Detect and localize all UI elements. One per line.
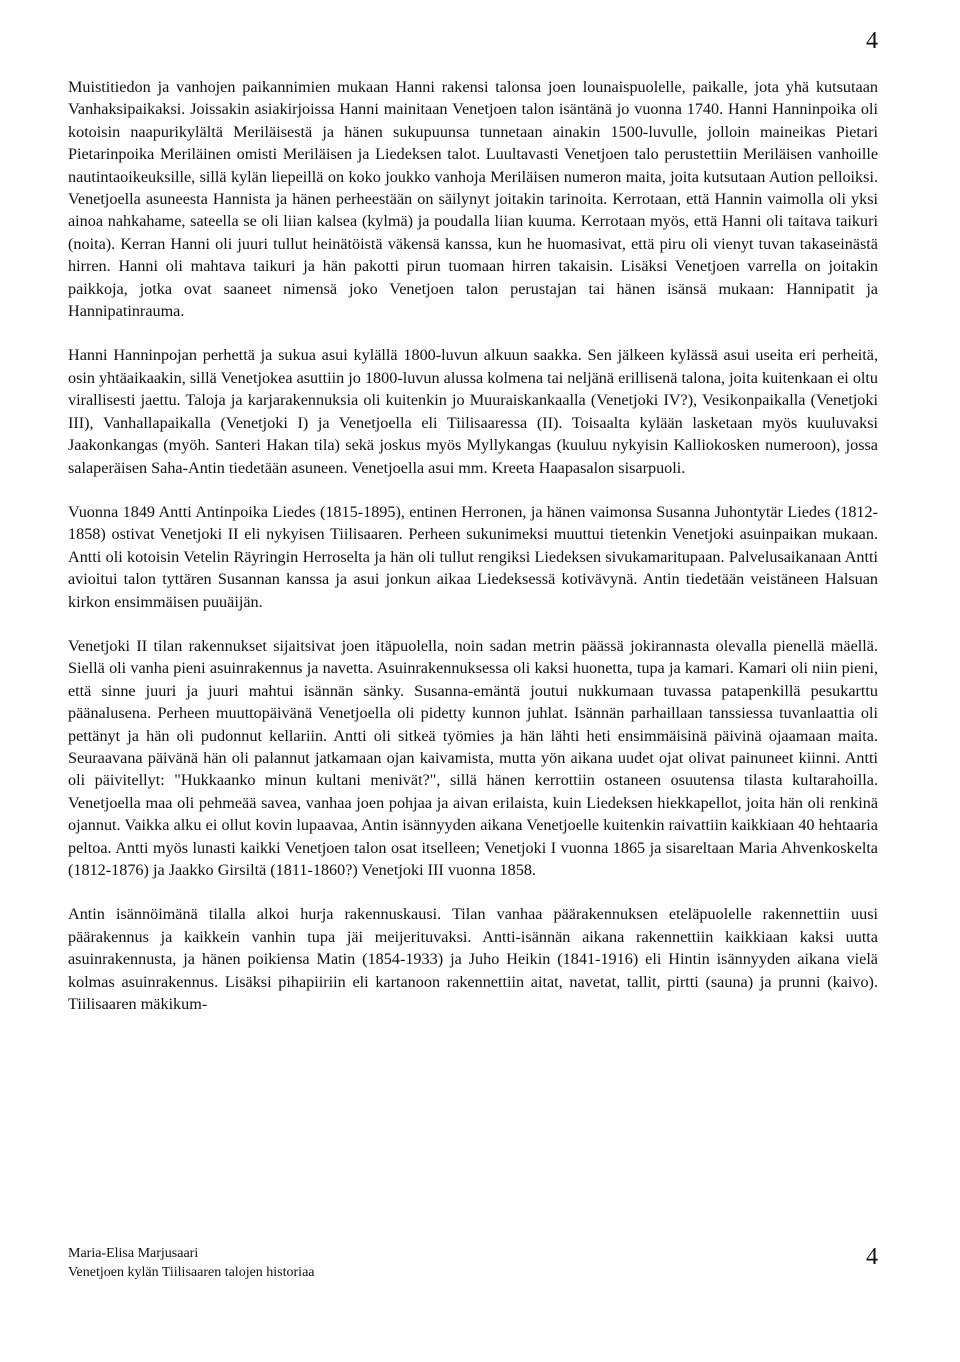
- footer: [68, 1244, 878, 1282]
- page-number-bottom: 4: [866, 1244, 878, 1270]
- footer-title: Venetjoen kylän Tiilisaaren talojen historiaa: [68, 1265, 315, 1280]
- page-number-top: 4: [866, 28, 878, 54]
- paragraph: Antin isännöimänä tilalla alkoi hurja rakennuskausi. Tilan vanhaa päärakennuksen eteläpuolelle rakennettiin uusi päärakennus ja kaikkein vanhin tupa jäi meijerituvaksi. Antti-isännän aikana rakennettiin kaikkiaan kaksi uutta asuinrakennusta, ja hänen poikiensa Matin (1854-1933) ja Juho Heikin (1841-1916) eli Hintin isännyyden aikana vielä kolmas asuinrakennus. Lisäksi pihapiiriin eli kartanoon rakennettiin aitat, navetat, tallit, pirtti (sauna) ja prunni (kaivo). Tiilisaaren mäkikum-: [68, 905, 878, 1014]
- paragraph: Muistitiedon ja vanhojen paikannimien mukaan Hanni rakensi talonsa joen lounaispuolelle, paikalle, jota yhä kutsutaan Vanhaksipaikaksi. Joissakin asiakirjoissa Hanni mainitaan Venetjoen talon isäntänä jo vuonna 1740. Hanni Hanninpoika oli kotoisin naapurikylältä Meriläisestä ja hänen sukupuunsa tunnetaan ainakin 1500-luvulle, jolloin maineikas Pietari Pietarinpoika Meriläinen omisti Meriläisen ja Liedeksen talot. Luultavasti Venetjoen talo perustettiin Meriläisen vanhoille nautintaoikeuksille, sillä kylän liepeillä on koko joukko vanhoja Meriläisen numeron maita, joita kutsutaan Aution pelloiksi. Venetjoella asuneesta Hannista ja hänen perheestään on säilynyt joitakin tarinoita. Kerrotaan, että Hannin vaimolla oli yksi ainoa nahkahame, sateella se oli liian kalsea (kylmä) ja poudalla liian kuuma. Kerrotaan myös, että Hanni oli taitava taikuri (noita). Kerran Hanni oli juuri tullut heinätöistä väkensä kanssa, kun he huomasivat, että piru oli vienyt tuvan takaseinästä hirren. Hanni oli mahtava taikuri ja hän pakotti pirun tuomaan hirren takaisin. Lisäksi Venetjoen varrella on joitakin paikkoja, jotka ovat saaneet nimensä joko Venetjoen talon perustajan tai hänen isänsä mukaan: Hannipatit ja Hannipatinrauma.: [68, 78, 878, 321]
- paragraph: Vuonna 1849 Antti Antinpoika Liedes (1815-1895), entinen Herronen, ja hänen vaimonsa Susanna Juhontytär Liedes (1812-1858) ostivat Venetjoki II eli nykyisen Tiilisaaren. Perheen sukunimeksi muuttui tietenkin Venetjoki asuinpaikan mukaan. Antti oli kotoisin Vetelin Räyringin Herroselta ja hän oli tullut rengiksi Liedeksen sivukamaritupaan. Palvelusaikanaan Antti avioitui talon tyttären Susannan kanssa ja asui jonkun aikaa Liedeksessä kotivävynä. Antin tiedetään veistäneen Halsuan kirkon ensimmäisen puuäijän.: [68, 502, 878, 611]
- footer-author: Maria-Elisa Marjusaari: [68, 1246, 199, 1261]
- paragraph: Venetjoki II tilan rakennukset sijaitsivat joen itäpuolella, noin sadan metrin päässä jokirannasta olevalla pienellä mäellä. Siellä oli vanha pieni asuinrakennus ja navetta. Asuinrakennuksessa oli kaksi huonetta, tupa ja kamari. Kamari oli niin pieni, että sinne juuri ja juuri mahtui isännän sänky. Susanna-emäntä joutui nukkumaan tuvassa patapenkillä pesukarttu päänalusena. Perheen muuttopäivänä Venetjoella oli pidetty kunnon juhlat. Isännän parhaillaan tanssiessa tuvanlaattia oli pettänyt ja hän oli pudonnut kellariin. Antti oli sitkeä työmies ja hän lähti heti ensimmäisinä päivinä ojaamaan maita. Seuraavana päivänä hän oli palannut jatkamaan ojan kaivamista, mutta yön aikana uudet ojat olivat painuneet kiinni. Antti oli päivitellyt: "Hukkaanko minun kultani menivät?", sillä hänen kerrottiin ostaneen osuutensa tilasta kultarahoilla. Venetjoella maa oli pehmeää savea, vanhaa joen pohjaa ja aivan erilaista, kuin Liedeksen hiekkapellot, joita hän oli renkinä ojannut. Vaikka alku ei ollut kovin lupaavaa, Antin isännyyden aikana Venetjoelle kuitenkin raivattiin kaikkiaan 40 hehtaaria peltoa. Antti myös lunasti kaikki Venetjoen talon osat itselleen; Venetjoki I vuonna 1865 ja sisareltaan Maria Ahvenkoskelta (1812-1876) ja Jaakko Girsiltä (1811-1860?) Venetjoki III vuonna 1858.: [68, 636, 878, 879]
- body-text: [68, 76, 878, 1037]
- paragraph: Hanni Hanninpojan perhettä ja sukua asui kylällä 1800-luvun alkuun saakka. Sen jälkeen kylässä asui useita eri perheitä, osin yhtäaikaakin, sillä Venetjokea asuttiin jo 1800-luvun alussa kolmena tai neljänä erillisenä talona, joita kuitenkaan ei oltu virallisesti jaettu. Taloja ja karjarakennuksia oli kuitenkin jo Muuraiskankaalla (Venetjoki IV?), Vesikonpaikalla (Venetjoki III), Vanhallapaikalla (Venetjoki I) ja Venetjoella eli Tiilisaaressa (II). Toisaalta kylään lasketaan myös kuuluvaksi Jaakonkangas (myöh. Santeri Hakan tila) sekä joskus myös Myllykangas (kuuluu nykyisin Kalliokosken numeroon), jossa salaperäisen Saha-Antin tiedetään asuneen. Venetjoella asui mm. Kreeta Haapasalon sisarpuoli.: [68, 346, 878, 477]
